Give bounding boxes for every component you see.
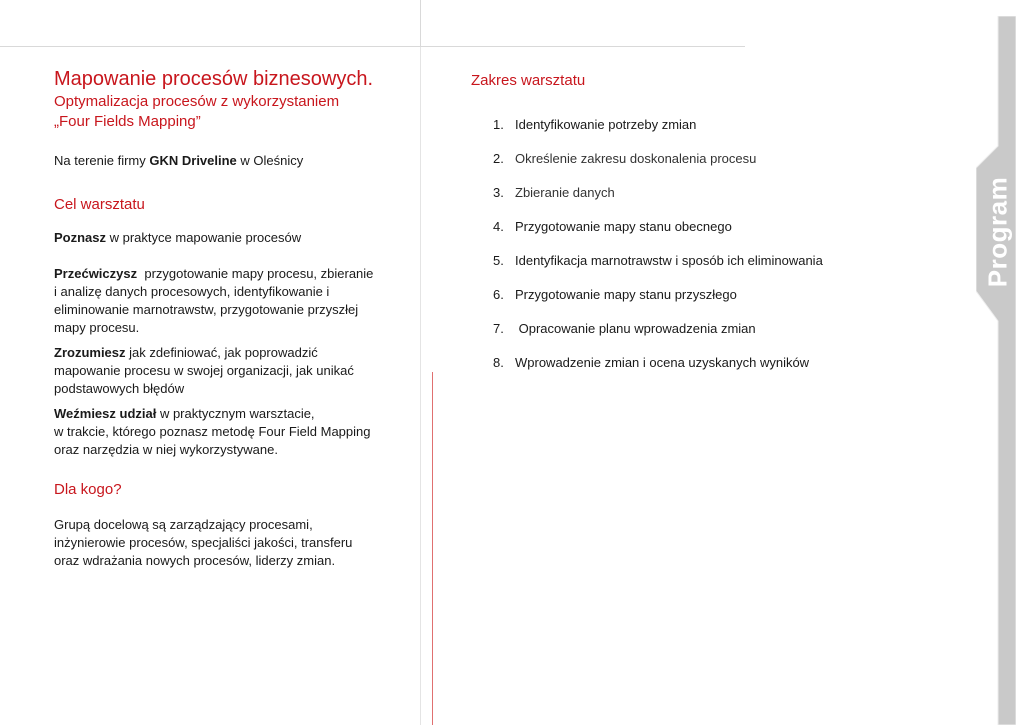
page-title: Mapowanie procesów biznesowych. — [54, 68, 374, 90]
goal-item-learn-verb: Poznasz — [54, 230, 107, 245]
audience-line1: Grupą docelową są zarządzający procesami, — [54, 517, 313, 532]
location-line — [54, 152, 404, 170]
goal-item-participate-text: w praktycznym warsztacie, — [156, 406, 315, 421]
column-divider-top — [420, 0, 421, 46]
goal-item-understand-line2: mapowanie procesu w swojej organizacji, jak unikać — [54, 363, 354, 378]
page-subtitle-line2: „Four Fields Mapping” — [54, 113, 201, 130]
list-item — [471, 320, 891, 354]
scope-list — [471, 116, 891, 388]
list-item-text: Identyfikacja marnotrawstw i sposób ich eliminowania — [515, 253, 823, 268]
audience-heading: Dla kogo? — [54, 481, 122, 498]
list-item-text: Wprowadzenie zmian i ocena uzyskanych wyników — [515, 355, 810, 370]
goal-item-participate — [54, 405, 404, 459]
goal-item-understand-line3: podstawowych błędów — [54, 381, 185, 396]
goal-heading: Cel warsztatu — [54, 196, 145, 213]
list-item — [471, 116, 891, 150]
list-item-text: Opracowanie planu wprowadzenia zmian — [515, 321, 756, 336]
list-item-text: Zbieranie danych — [515, 185, 615, 200]
left-column — [54, 66, 404, 570]
goal-item-practice-line3: eliminowanie marnotrawstw, przygotowanie przyszłej — [54, 302, 359, 317]
top-divider — [0, 46, 745, 47]
goal-item-understand-verb: Zrozumiesz — [54, 345, 126, 360]
company-name: GKN Driveline — [149, 153, 237, 168]
list-item-number: 4. — [493, 219, 504, 234]
goal-item-practice-verb: Przećwiczysz — [54, 266, 138, 281]
list-item-number: 2. — [493, 151, 504, 166]
goal-item-practice-line2: i analizę danych procesowych, identyfikowanie i — [54, 284, 330, 299]
goal-item-practice-text: przygotowanie mapy procesu, zbieranie — [137, 266, 374, 281]
list-item-number: 1. — [493, 117, 504, 132]
list-item-text: Identyfikowanie potrzeby zmian — [515, 117, 697, 132]
list-item — [471, 252, 891, 286]
column-divider-bottom — [420, 47, 421, 725]
column-divider-accent — [432, 372, 433, 725]
goal-item-participate-line1 — [54, 405, 404, 423]
goal-item-participate-line3: oraz narzędzia w niej wykorzystywane. — [54, 442, 278, 457]
location-suffix: w Oleśnicy — [236, 153, 304, 168]
list-item — [471, 354, 891, 388]
goal-item-learn-text: w praktyce mapowanie procesów — [106, 230, 302, 245]
audience-text — [54, 516, 404, 570]
goal-item-practice-line4: mapy procesu. — [54, 320, 140, 335]
list-item-text: Przygotowanie mapy stanu przyszłego — [515, 287, 737, 302]
list-item-text: Przygotowanie mapy stanu obecnego — [515, 219, 732, 234]
list-item-number: 6. — [493, 287, 504, 302]
goal-item-understand-line1 — [54, 344, 404, 362]
list-item — [471, 150, 891, 184]
list-item-number: 5. — [493, 253, 504, 268]
list-item — [471, 218, 891, 252]
list-item — [471, 286, 891, 320]
audience-line3: oraz wdrażania nowych procesów, liderzy zmian. — [54, 553, 336, 568]
list-item-text: Określenie zakresu doskonalenia procesu — [515, 151, 757, 166]
goal-item-understand-text: jak zdefiniować, jak poprowadzić — [125, 345, 318, 360]
scope-heading: Zakres warsztatu — [471, 72, 586, 89]
side-tab — [976, 16, 1016, 725]
goal-item-learn — [54, 229, 404, 247]
list-item-number: 8. — [493, 355, 504, 370]
goal-item-practice-line1 — [54, 265, 404, 283]
audience-line2: inżynierowie procesów, specjaliści jakości, transferu — [54, 535, 353, 550]
right-column — [471, 72, 891, 388]
list-item-number: 3. — [493, 185, 504, 200]
side-tab-label: Program — [982, 176, 1013, 288]
goal-item-participate-verb: Weźmiesz udział — [54, 406, 157, 421]
page-subtitle-line1: Optymalizacja procesów z wykorzystaniem — [54, 93, 340, 110]
goal-item-practice — [54, 265, 404, 337]
list-item-number: 7. — [493, 321, 504, 336]
location-prefix: Na terenie firmy — [54, 153, 150, 168]
list-item — [471, 184, 891, 218]
goal-item-understand — [54, 344, 404, 398]
goal-item-participate-line2: w trakcie, którego poznasz metodę Four Field Mapping — [54, 424, 371, 439]
